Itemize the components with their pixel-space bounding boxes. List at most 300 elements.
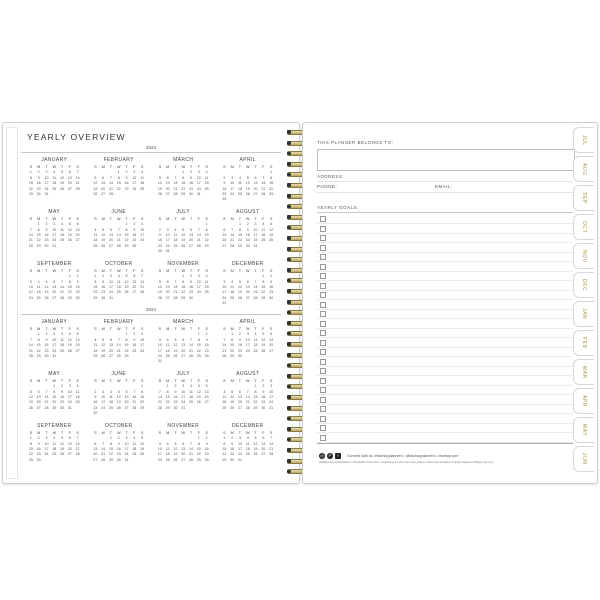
goal-checkbox[interactable] xyxy=(320,397,326,403)
goal-checkbox[interactable] xyxy=(320,273,326,279)
weekday-header: T xyxy=(254,165,257,169)
day-cell: 3 xyxy=(45,436,48,441)
day-grid xyxy=(221,379,276,411)
month-january xyxy=(27,319,82,365)
goal-checkbox[interactable] xyxy=(320,235,326,241)
day-cell: 29 xyxy=(253,405,258,410)
day-cell: 22 xyxy=(36,238,41,243)
day-cell: 2 xyxy=(94,389,97,394)
day-cell: 3 xyxy=(182,384,185,389)
month-december xyxy=(221,261,276,307)
day-cell: 2 xyxy=(231,436,234,441)
day-cell: 18 xyxy=(52,181,57,186)
day-cell: 31 xyxy=(269,405,274,410)
day-cell: 26 xyxy=(101,354,106,359)
day-cell: 30 xyxy=(157,249,162,254)
goal-checkbox[interactable] xyxy=(320,283,326,289)
day-cell: 27 xyxy=(75,348,80,353)
goal-row[interactable] xyxy=(317,433,573,443)
day-cell: 18 xyxy=(222,400,227,405)
day-cell: 9 xyxy=(262,389,265,394)
day-cell: 29 xyxy=(52,405,57,410)
day-cell: 14 xyxy=(108,181,113,186)
weekday-header: T xyxy=(174,378,177,383)
day-cell: 27 xyxy=(253,192,258,197)
day-cell: 12 xyxy=(101,233,106,238)
day-cell: 8 xyxy=(37,227,40,232)
day-cell: 5 xyxy=(174,441,177,446)
day-cell: 27 xyxy=(181,457,186,462)
weekday-header: T xyxy=(238,268,242,273)
weekday-header: S xyxy=(205,430,208,435)
day-cell: 19 xyxy=(116,400,121,405)
weekday-header: S xyxy=(223,430,226,435)
weekday-header: S xyxy=(76,268,79,273)
day-cell: 11 xyxy=(189,389,193,394)
weekday-header: T xyxy=(45,216,48,221)
day-cell: 5 xyxy=(182,227,185,232)
day-cell: 27 xyxy=(165,192,170,197)
goal-checkbox[interactable] xyxy=(320,226,326,232)
day-cell: 18 xyxy=(93,348,98,353)
tab-sep[interactable] xyxy=(573,185,594,211)
day-cell: 13 xyxy=(132,279,137,284)
day-cell: 23 xyxy=(44,238,49,243)
day-cell: 3 xyxy=(223,279,226,284)
day-cell: 2 xyxy=(37,436,40,441)
weekday-header: T xyxy=(109,378,113,383)
day-cell: 24 xyxy=(101,405,106,410)
day-cell: 11 xyxy=(132,441,137,446)
day-grid xyxy=(27,327,82,359)
day-cell: 7 xyxy=(246,389,249,394)
day-cell: 10 xyxy=(101,395,106,400)
day-cell: 26 xyxy=(261,348,266,353)
weekday-header: W xyxy=(116,165,121,169)
day-cell: 31 xyxy=(52,243,57,248)
day-cell: 29 xyxy=(165,405,170,410)
day-cell: 4 xyxy=(262,222,265,227)
facebook-icon[interactable]: f xyxy=(335,453,341,459)
day-cell: 26 xyxy=(67,238,72,243)
day-cell: 21 xyxy=(75,446,80,451)
address-field[interactable] xyxy=(317,181,573,182)
weekday-header: M xyxy=(101,268,105,273)
weekday-header: F xyxy=(262,378,265,383)
left-page-yearly-overview xyxy=(2,122,300,484)
day-cell: 24 xyxy=(52,348,57,353)
day-cell: 17 xyxy=(140,343,145,348)
day-grid xyxy=(221,327,276,359)
day-cell: 19 xyxy=(173,348,178,353)
day-cell: 14 xyxy=(269,441,274,446)
day-cell: 14 xyxy=(157,395,162,400)
day-grid xyxy=(92,269,147,301)
weekday-header: S xyxy=(205,216,208,221)
month-may xyxy=(27,209,82,255)
day-cell: 22 xyxy=(36,348,41,353)
weekday-header: S xyxy=(269,216,273,221)
day-cell: 23 xyxy=(189,290,194,295)
goal-checkbox[interactable] xyxy=(320,378,326,384)
weekday-header: M xyxy=(37,430,41,435)
owner-label: THIS PLANNER BELONGS TO: xyxy=(317,140,394,145)
day-cell: 30 xyxy=(189,295,194,300)
day-cell: 22 xyxy=(28,186,33,191)
goal-checkbox[interactable] xyxy=(320,425,326,431)
day-cell: 28 xyxy=(196,243,201,248)
day-cell: 22 xyxy=(237,238,242,243)
day-grid xyxy=(92,431,147,463)
day-cell: 25 xyxy=(261,238,266,243)
month-november xyxy=(156,423,211,463)
day-cell: 9 xyxy=(133,227,136,232)
tab-mar[interactable] xyxy=(573,359,594,385)
day-cell: 20 xyxy=(261,446,266,451)
day-cell: 25 xyxy=(230,295,235,300)
goal-checkbox[interactable] xyxy=(320,387,326,393)
day-cell: 20 xyxy=(181,348,186,353)
day-cell: 11 xyxy=(93,343,98,348)
day-cell: 2 xyxy=(270,274,273,279)
day-cell: 19 xyxy=(101,238,106,243)
day-cell: 27 xyxy=(101,192,106,197)
day-cell: 28 xyxy=(116,243,121,248)
weekday-header: F xyxy=(262,165,265,169)
day-cell: 28 xyxy=(108,192,113,197)
day-cell: 29 xyxy=(140,405,145,410)
day-cell: 12 xyxy=(157,284,162,289)
day-cell: 2 xyxy=(190,170,193,175)
goals-label: YEARLY GOALS: xyxy=(317,205,359,210)
day-cell: 29 xyxy=(204,243,209,248)
day-cell: 3 xyxy=(270,384,273,389)
day-grid xyxy=(92,217,147,249)
tab-jan[interactable] xyxy=(573,301,594,327)
day-cell: 10 xyxy=(196,175,201,180)
day-cell: 8 xyxy=(94,279,97,284)
day-cell: 17 xyxy=(140,233,145,238)
day-cell: 25 xyxy=(204,186,209,191)
day-cell: 4 xyxy=(246,436,249,441)
day-cell: 8 xyxy=(182,175,185,180)
goal-checkbox[interactable] xyxy=(320,416,326,422)
day-cell: 15 xyxy=(253,395,258,400)
day-cell: 16 xyxy=(230,446,235,451)
day-cell: 1 xyxy=(231,332,234,337)
day-grid xyxy=(156,165,211,197)
day-cell: 12 xyxy=(157,181,162,186)
day-cell: 10 xyxy=(253,227,258,232)
tab-may[interactable] xyxy=(573,417,594,443)
month-june xyxy=(92,371,147,417)
day-cell: 23 xyxy=(157,243,162,248)
tab-aug[interactable] xyxy=(573,156,594,182)
month-name: SEPTEMBER xyxy=(37,422,72,429)
tab-label: APR xyxy=(581,394,587,408)
day-cell: 31 xyxy=(44,192,49,197)
day-cell: 14 xyxy=(60,284,65,289)
month-july xyxy=(156,371,211,417)
day-cell: 30 xyxy=(44,354,49,359)
goal-checkbox[interactable] xyxy=(320,340,326,346)
day-cell: 1 xyxy=(182,274,185,279)
day-cell: 11 xyxy=(52,175,57,180)
day-cell: 14 xyxy=(189,446,194,451)
goal-checkbox[interactable] xyxy=(320,245,326,251)
day-cell: 1 xyxy=(270,170,273,175)
day-cell: 26 xyxy=(253,452,258,457)
day-cell: 21 xyxy=(75,181,80,186)
weekday-header: W xyxy=(245,216,250,221)
day-cell: 19 xyxy=(140,446,145,451)
day-cell: 18 xyxy=(36,290,41,295)
day-cell: 12 xyxy=(124,279,129,284)
instagram-icon[interactable]: ◎ xyxy=(320,453,324,458)
day-grid xyxy=(156,431,211,463)
weekday-header: S xyxy=(94,268,97,273)
day-cell: 12 xyxy=(253,441,258,446)
day-cell: 5 xyxy=(61,436,64,441)
day-cell: 18 xyxy=(132,446,137,451)
day-cell: 3 xyxy=(29,279,32,284)
day-cell: 11 xyxy=(165,446,170,451)
day-cell: 23 xyxy=(60,400,65,405)
day-cell: 4 xyxy=(53,436,56,441)
day-cell: 25 xyxy=(60,348,65,353)
weekday-header: T xyxy=(174,327,177,331)
day-cell: 17 xyxy=(245,343,250,348)
day-cell: 26 xyxy=(269,238,274,243)
month-name: MAY xyxy=(48,370,61,377)
day-cell: 14 xyxy=(173,284,178,289)
weekday-header: T xyxy=(109,327,113,331)
day-cell: 26 xyxy=(67,348,72,353)
day-cell: 13 xyxy=(108,343,113,348)
day-cell: 27 xyxy=(124,405,129,410)
day-cell: 3 xyxy=(53,222,56,227)
day-cell: 15 xyxy=(28,181,33,186)
day-grid xyxy=(156,217,211,255)
day-cell: 29 xyxy=(181,295,186,300)
tab-jun[interactable] xyxy=(573,446,594,472)
day-cell: 19 xyxy=(181,238,186,243)
weekday-header: T xyxy=(45,378,48,383)
day-cell: 10 xyxy=(230,181,235,186)
tab-label: MAY xyxy=(581,423,587,437)
day-cell: 6 xyxy=(246,279,249,284)
weekday-header: S xyxy=(269,268,273,273)
day-cell: 30 xyxy=(230,457,235,462)
tab-feb[interactable] xyxy=(573,330,594,356)
day-cell: 21 xyxy=(261,186,266,191)
day-cell: 24 xyxy=(157,354,162,359)
day-cell: 2 xyxy=(45,222,48,227)
day-grid xyxy=(156,269,211,301)
day-cell: 23 xyxy=(189,186,194,191)
day-cell: 26 xyxy=(140,452,145,457)
day-cell: 5 xyxy=(68,332,71,337)
day-cell: 24 xyxy=(237,452,242,457)
goal-checkbox[interactable] xyxy=(320,311,326,317)
day-cell: 5 xyxy=(94,175,97,180)
goal-checkbox[interactable] xyxy=(320,264,326,270)
day-cell: 13 xyxy=(245,284,250,289)
day-cell: 22 xyxy=(124,238,129,243)
weekday-header: W xyxy=(181,430,186,435)
day-cell: 5 xyxy=(158,279,161,284)
weekday-header: W xyxy=(181,216,186,221)
day-cell: 30 xyxy=(93,411,98,416)
day-cell: 8 xyxy=(109,441,112,446)
day-cell: 20 xyxy=(93,452,98,457)
day-cell: 11 xyxy=(222,395,227,400)
goal-checkbox[interactable] xyxy=(320,359,326,365)
day-cell: 24 xyxy=(52,238,57,243)
weekday-header: W xyxy=(245,327,250,331)
tab-dec[interactable] xyxy=(573,272,594,298)
day-cell: 19 xyxy=(124,284,129,289)
day-cell: 17 xyxy=(157,452,162,457)
day-cell: 6 xyxy=(76,222,79,227)
day-cell: 2 xyxy=(174,384,177,389)
month-name: JUNE xyxy=(111,370,127,377)
day-cell: 14 xyxy=(222,343,227,348)
day-cell: 25 xyxy=(93,243,98,248)
day-cell: 7 xyxy=(190,441,193,446)
day-cell: 22 xyxy=(269,186,274,191)
day-cell: 13 xyxy=(75,227,80,232)
weekday-header: M xyxy=(166,378,170,383)
goal-checkbox[interactable] xyxy=(320,435,326,441)
day-cell: 30 xyxy=(189,192,194,197)
day-cell: 12 xyxy=(269,227,274,232)
weekday-header: M xyxy=(37,378,41,383)
day-cell: 11 xyxy=(204,175,209,180)
day-cell: 24 xyxy=(132,186,137,191)
day-cell: 27 xyxy=(108,354,113,359)
day-cell: 27 xyxy=(75,238,80,243)
day-cell: 7 xyxy=(45,389,48,394)
goal-checkbox[interactable] xyxy=(320,368,326,374)
weekday-header: W xyxy=(52,378,57,383)
day-cell: 5 xyxy=(68,222,71,227)
day-cell: 4 xyxy=(117,274,120,279)
day-cell: 6 xyxy=(133,274,136,279)
day-cell: 15 xyxy=(181,181,186,186)
day-cell: 28 xyxy=(230,243,235,248)
day-cell: 21 xyxy=(189,348,194,353)
day-cell: 23 xyxy=(93,405,98,410)
weekday-header: F xyxy=(262,216,265,221)
day-cell: 1 xyxy=(109,436,112,441)
day-cell: 11 xyxy=(204,279,209,284)
goal-checkbox[interactable] xyxy=(320,406,326,412)
day-cell: 21 xyxy=(196,238,201,243)
day-cell: 25 xyxy=(189,400,194,405)
day-cell: 27 xyxy=(245,295,250,300)
month-name: NOVEMBER xyxy=(167,260,200,267)
months-grid xyxy=(27,157,275,307)
day-cell: 3 xyxy=(246,332,249,337)
day-cell: 20 xyxy=(124,400,129,405)
day-cell: 10 xyxy=(44,441,49,446)
day-cell: 19 xyxy=(157,186,162,191)
goal-checkbox[interactable] xyxy=(320,302,326,308)
day-grid xyxy=(221,165,276,203)
weekday-header: S xyxy=(76,165,79,169)
day-cell: 26 xyxy=(60,186,65,191)
phone-email-field[interactable] xyxy=(317,192,573,193)
day-cell: 17 xyxy=(108,284,113,289)
tab-jul[interactable] xyxy=(573,127,594,153)
day-cell: 25 xyxy=(116,290,121,295)
month-name: DECEMBER xyxy=(231,260,264,267)
day-cell: 22 xyxy=(181,290,186,295)
day-cell: 1 xyxy=(125,332,128,337)
day-grid xyxy=(221,269,276,307)
goal-checkbox[interactable] xyxy=(320,254,326,260)
day-cell: 4 xyxy=(231,279,234,284)
day-cell: 26 xyxy=(237,295,242,300)
weekday-header: T xyxy=(254,430,257,435)
day-cell: 31 xyxy=(67,405,72,410)
day-cell: 25 xyxy=(75,400,80,405)
day-cell: 1 xyxy=(125,222,128,227)
tab-apr[interactable] xyxy=(573,388,594,414)
goal-checkbox[interactable] xyxy=(320,321,326,327)
day-cell: 17 xyxy=(28,290,33,295)
goal-checkbox[interactable] xyxy=(320,330,326,336)
day-cell: 12 xyxy=(173,343,178,348)
day-cell: 1 xyxy=(223,436,226,441)
weekday-header: M xyxy=(230,327,234,331)
day-cell: 19 xyxy=(157,290,162,295)
goal-checkbox[interactable] xyxy=(320,349,326,355)
day-cell: 2 xyxy=(37,170,40,175)
day-cell: 18 xyxy=(60,233,65,238)
day-cell: 29 xyxy=(28,457,33,462)
goal-checkbox[interactable] xyxy=(320,292,326,298)
day-cell: 14 xyxy=(253,284,258,289)
weekday-header: T xyxy=(254,216,257,221)
day-cell: 16 xyxy=(124,181,129,186)
day-cell: 2 xyxy=(205,332,208,337)
day-cell: 27 xyxy=(36,405,41,410)
owner-field[interactable] xyxy=(317,149,575,171)
tab-nov[interactable] xyxy=(573,243,594,269)
month-name: SEPTEMBER xyxy=(37,260,72,267)
day-cell: 11 xyxy=(261,227,266,232)
day-cell: 10 xyxy=(52,227,57,232)
day-cell: 8 xyxy=(262,279,265,284)
day-cell: 21 xyxy=(60,290,65,295)
day-cell: 6 xyxy=(205,384,208,389)
tab-oct[interactable] xyxy=(573,214,594,240)
day-cell: 22 xyxy=(196,348,201,353)
day-cell: 11 xyxy=(253,337,258,342)
day-cell: 11 xyxy=(140,175,144,180)
day-cell: 6 xyxy=(102,175,105,180)
day-cell: 24 xyxy=(230,192,235,197)
goal-checkbox[interactable] xyxy=(320,216,326,222)
day-cell: 9 xyxy=(94,395,97,400)
weekday-header: M xyxy=(37,216,41,221)
pinterest-icon[interactable]: P xyxy=(328,453,332,458)
day-cell: 28 xyxy=(189,457,194,462)
day-cell: 17 xyxy=(181,395,186,400)
day-cell: 31 xyxy=(108,295,113,300)
